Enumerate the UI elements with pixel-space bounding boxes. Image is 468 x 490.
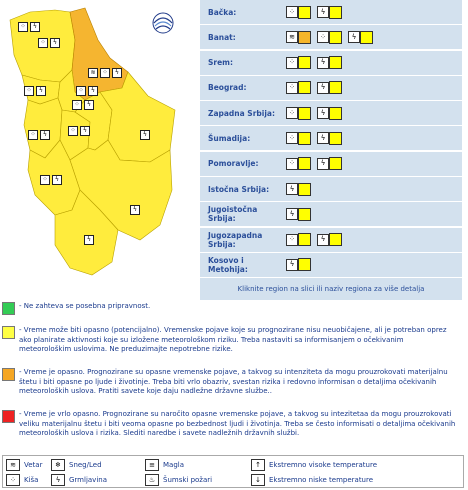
warning-cell <box>317 31 342 44</box>
map-lightning-icon: ϟ <box>40 130 50 140</box>
wind-icon: ≋ <box>6 459 20 471</box>
warning-level-square <box>298 208 311 221</box>
region-row[interactable] <box>200 51 462 75</box>
region-row[interactable] <box>200 253 462 277</box>
storm-icon: ⁘ <box>286 57 298 69</box>
map-storm-icon: ⁘ <box>28 130 38 140</box>
lightning-icon: ϟ <box>317 132 329 144</box>
warning-level-square <box>329 81 342 94</box>
icon-legend-item <box>145 459 184 471</box>
warning-cell <box>317 56 342 69</box>
map-lightning-icon: ϟ <box>112 68 122 78</box>
rhmz-logo-icon <box>148 10 178 40</box>
snow-ice-icon: ❄ <box>51 459 65 471</box>
icon-legend-label: Grmljavina <box>69 476 107 484</box>
region-name-link[interactable]: Srem: <box>208 58 234 68</box>
legend-text: - Vreme može biti opasno (potencijalno). Vremenske pojave koje su prognozirane nisu neuobičajene, ali je potreban oprez ako planirate aktivnosti koje su izložene meteorološkom riziku. Treba nastaviti sa informisanjem o očekivanim meteorološkim uslovima. Ne preduzimajte nepotrebne rizike. <box>19 326 447 353</box>
region-warning-table <box>200 0 462 300</box>
serbia-warning-map[interactable] <box>0 0 200 290</box>
map-lightning-icon: ϟ <box>84 235 94 245</box>
icon-legend-label: Sneg/Led <box>69 461 102 469</box>
icon-legend-label: Vetar <box>24 461 43 469</box>
region-name-link[interactable]: Banat: <box>208 32 236 42</box>
legend-color-swatch <box>2 326 15 339</box>
warning-level-square <box>298 56 311 69</box>
icon-legend-label: Magla <box>163 461 185 469</box>
region-name-link[interactable]: Šumadija: <box>208 133 251 143</box>
warning-level-square <box>298 233 311 246</box>
map-lightning-icon: ϟ <box>88 86 98 96</box>
legend-text: - Ne zahteva se posebna pripravnost. <box>19 302 151 310</box>
map-storm-icon: ⁘ <box>72 100 82 110</box>
warning-level-square <box>298 183 311 196</box>
wind-icon: ≋ <box>286 31 298 43</box>
lightning-icon: ϟ <box>317 107 329 119</box>
lightning-icon: ϟ <box>317 82 329 94</box>
icon-legend-item <box>251 459 377 471</box>
warning-level-square <box>298 107 311 120</box>
storm-icon: ⁘ <box>286 132 298 144</box>
region-row[interactable] <box>200 0 462 24</box>
map-storm-icon: ⁘ <box>18 22 28 32</box>
icon-legend-item <box>6 474 38 486</box>
legend-text: - Vreme je opasno. Prognozirane su opasne vremenske pojave, a takvog su intenziteta da mogu prouzrokovati materijalnu štetu i biti opasne po ljude i životinje. Treba biti vrlo obazriv, svestan rizika i redovno informisan o detaljima očekivanih meteoroloških uslova. Pratiti savete koje daju nadležne državne službe.. <box>19 368 448 395</box>
warning-cell <box>317 81 342 94</box>
region-row[interactable] <box>200 177 462 201</box>
legend-color-swatch <box>2 302 15 315</box>
map-lightning-icon: ϟ <box>30 22 40 32</box>
fire-icon: ♨ <box>145 474 159 486</box>
storm-icon: ⁘ <box>317 31 329 43</box>
map-lightning-icon: ϟ <box>84 100 94 110</box>
region-name-link[interactable]: Jugozapadna Srbija: <box>208 230 263 249</box>
storm-icon: ⁘ <box>286 234 298 246</box>
warning-cell <box>317 6 342 19</box>
region-row[interactable] <box>200 76 462 100</box>
map-lightning-icon: ϟ <box>36 86 46 96</box>
region-name-link[interactable]: Beograd: <box>208 83 247 93</box>
legend-text: - Vreme je vrlo opasno. Prognozirane su naročito opasne vremenske pojave, a takvog su intezitetaa da mogu prouzrokovati veliku materijalnu štetu i biti veoma opasne po bezbednost ljudi i životinja. Treba se često informisati o detaljima očekivanih meteoroloških uslova i rizika. Slediti naredbe i savete nadležnih državnih službi. <box>19 410 456 437</box>
heat-icon: ↑ <box>251 459 265 471</box>
region-name-link[interactable]: Kosovo i Metohija: <box>208 255 248 274</box>
legend-color-swatch <box>2 368 15 381</box>
region-row[interactable] <box>200 25 462 49</box>
warning-cell <box>317 107 342 120</box>
warning-level-square <box>298 6 311 19</box>
warning-cell <box>286 81 311 94</box>
region-row[interactable] <box>200 228 462 252</box>
icon-legend-label: Ekstremno visoke temperature <box>269 461 378 469</box>
map-storm-icon: ⁘ <box>40 175 50 185</box>
region-name-link[interactable]: Zapadna Srbija: <box>208 108 275 118</box>
warning-level-square <box>329 31 342 44</box>
lightning-icon: ϟ <box>317 158 329 170</box>
cold-icon: ↓ <box>251 474 265 486</box>
warning-cell <box>286 31 311 44</box>
storm-icon: ⁘ <box>286 158 298 170</box>
warning-level-square <box>329 6 342 19</box>
region-row[interactable] <box>200 126 462 150</box>
map-storm-icon: ⁘ <box>38 38 48 48</box>
warning-level-square <box>329 233 342 246</box>
lightning-icon: ϟ <box>348 31 360 43</box>
map-lightning-icon: ϟ <box>140 130 150 140</box>
warning-cell <box>317 233 342 246</box>
region-name-link[interactable]: Jugoistočna Srbija: <box>208 205 258 224</box>
icon-legend-label: Ekstremno niske temperature <box>269 476 374 484</box>
icon-legend-item <box>145 474 212 486</box>
lightning-icon: ϟ <box>286 259 298 271</box>
warning-level-square <box>329 157 342 170</box>
icon-legend-item <box>51 459 102 471</box>
storm-icon: ⁘ <box>286 107 298 119</box>
map-storm-icon: ⁘ <box>76 86 86 96</box>
warning-cell <box>286 132 311 145</box>
warning-cell <box>348 31 373 44</box>
warning-level-square <box>298 81 311 94</box>
warning-cell <box>286 258 311 271</box>
icon-legend-label: Šumski požari <box>163 476 213 484</box>
warning-level-square <box>329 107 342 120</box>
warning-level-square <box>360 31 373 44</box>
warning-level-square <box>298 258 311 271</box>
map-lightning-icon: ϟ <box>130 205 140 215</box>
warning-cell <box>317 132 342 145</box>
icon-legend-label: Kiša <box>24 476 39 484</box>
region-row[interactable] <box>200 101 462 125</box>
warning-cell <box>286 233 311 246</box>
warning-cell <box>286 183 311 196</box>
map-lightning-icon: ϟ <box>52 175 62 185</box>
warning-cell <box>317 157 342 170</box>
warning-cell <box>286 208 311 221</box>
warning-cell <box>286 157 311 170</box>
warning-level-square <box>329 56 342 69</box>
lightning-icon: ϟ <box>317 6 329 18</box>
storm-icon: ⁘ <box>286 6 298 18</box>
lightning-icon: ϟ <box>286 208 298 220</box>
thunder-icon: ϟ <box>51 474 65 486</box>
map-wind-icon: ≋ <box>88 68 98 78</box>
region-name-link[interactable]: Pomoravlje: <box>208 159 259 169</box>
warning-level-square <box>298 157 311 170</box>
warning-level-square <box>329 132 342 145</box>
icon-legend-item <box>251 474 373 486</box>
map-lightning-icon: ϟ <box>50 38 60 48</box>
lightning-icon: ϟ <box>317 234 329 246</box>
region-row[interactable] <box>200 202 462 226</box>
warning-cell <box>286 6 311 19</box>
warning-level-square <box>298 132 311 145</box>
lightning-icon: ϟ <box>317 57 329 69</box>
phenomena-icon-legend <box>2 455 464 488</box>
legend-color-swatch <box>2 410 15 423</box>
storm-icon: ⁘ <box>286 82 298 94</box>
region-name-link[interactable]: Istočna Srbija: <box>208 184 270 194</box>
icon-legend-item <box>6 459 42 471</box>
warning-level-square <box>298 31 311 44</box>
rain-icon: ⁘ <box>6 474 20 486</box>
map-lightning-icon: ϟ <box>80 126 90 136</box>
map-storm-icon: ⁘ <box>24 86 34 96</box>
icon-legend-item <box>51 474 107 486</box>
lightning-icon: ϟ <box>286 183 298 195</box>
region-row[interactable] <box>200 152 462 176</box>
map-storm-icon: ⁘ <box>100 68 110 78</box>
warning-cell <box>286 107 311 120</box>
fog-icon: ≡ <box>145 459 159 471</box>
warning-cell <box>286 56 311 69</box>
table-footer-hint: Kliknite region na slici ili naziv regiona za više detalja <box>200 278 462 300</box>
map-storm-icon: ⁘ <box>68 126 78 136</box>
region-name-link[interactable]: Bačka: <box>208 7 237 17</box>
